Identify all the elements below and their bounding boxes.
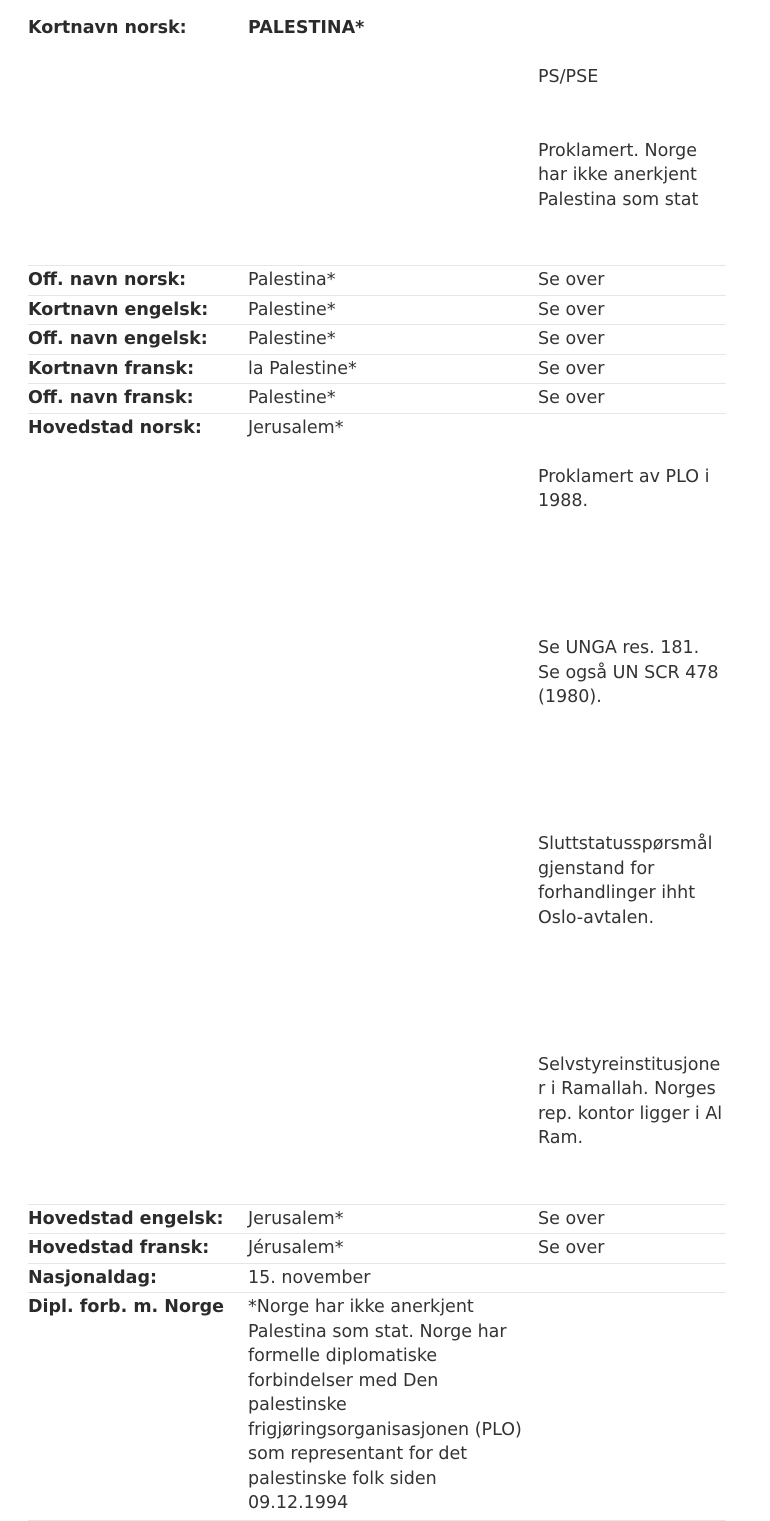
row-value-off-navn-engelsk: Palestine* [248,325,538,355]
row-label-nasjonaldag: Nasjonaldag: [28,1263,248,1293]
table-row [28,1234,726,1264]
row-label-off-navn-engelsk: Off. navn engelsk: [28,325,248,355]
row-label-hovedstad-fransk: Hovedstad fransk: [28,1234,248,1264]
row-note-off-navn-norsk: Se over [538,266,726,296]
row-value-kortnavn-norsk: PALESTINA* [248,14,538,266]
row-value-off-navn-fransk: Palestine* [248,384,538,414]
row-label-kortnavn-norsk: Kortnavn norsk: [28,14,248,266]
row-note-dipl-forb [538,1293,726,1521]
row-value-dipl-forb: *Norge har ikke anerkjent Palestina som stat. Norge har formelle diplomatiske forbindelser med Den palestinske frigjøringsorganisasjonen (PLO) som representant for det palestinske folk siden 09.12.1994 [248,1293,538,1521]
row-label-off-navn-norsk: Off. navn norsk: [28,266,248,296]
row-value-hovedstad-norsk: Jerusalem* [248,413,538,1204]
row-note-kortnavn-norsk [538,14,726,266]
row-label-kortnavn-engelsk: Kortnavn engelsk: [28,295,248,325]
row-note-kortnavn-fransk: Se over [538,354,726,384]
table-row [28,1204,726,1234]
row-label-hovedstad-norsk: Hovedstad norsk: [28,413,248,1204]
row-label-hovedstad-engelsk: Hovedstad engelsk: [28,1204,248,1234]
table-row [28,325,726,355]
row-note-text: Proklamert. Norge har ikke anerkjent Palestina som stat [538,140,703,210]
row-note-kortnavn-engelsk: Se over [538,295,726,325]
row-value-kortnavn-engelsk: Palestine* [248,295,538,325]
table-row [28,384,726,414]
row-value-nasjonaldag: 15. november [248,1263,538,1293]
note-paragraph: Selvstyreinstitusjoner i Ramallah. Norges rep. kontor ligger i Al Ram. [538,1054,728,1148]
country-code: PS/PSE [538,67,599,87]
row-value-hovedstad-engelsk: Jerusalem* [248,1204,538,1234]
note-paragraph: Se UNGA res. 181. Se også UN SCR 478 (1980). [538,638,725,707]
table-row [28,1263,726,1293]
row-note-hovedstad-norsk [538,413,726,1204]
note-paragraph: Sluttstatusspørsmål gjenstand for forhandlinger ihht Oslo-avtalen. [538,834,719,928]
row-note-nasjonaldag [538,1263,726,1293]
row-label-kortnavn-fransk: Kortnavn fransk: [28,354,248,384]
row-label-off-navn-fransk: Off. navn fransk: [28,384,248,414]
row-note-off-navn-fransk: Se over [538,384,726,414]
row-value-hovedstad-fransk: Jérusalem* [248,1234,538,1264]
row-value-kortnavn-fransk: la Palestine* [248,354,538,384]
table-row [28,14,726,266]
row-note-off-navn-engelsk: Se over [538,325,726,355]
row-note-hovedstad-engelsk: Se over [538,1204,726,1234]
table-row [28,266,726,296]
note-paragraph: Proklamert av PLO i 1988. [538,466,716,511]
table-row [28,1293,726,1521]
table-row [28,354,726,384]
row-value-off-navn-norsk: Palestina* [248,266,538,296]
row-note-hovedstad-fransk: Se over [538,1234,726,1264]
table-row [28,295,726,325]
country-info-table [28,14,726,1521]
table-row [28,413,726,1204]
row-label-dipl-forb: Dipl. forb. m. Norge [28,1293,248,1521]
